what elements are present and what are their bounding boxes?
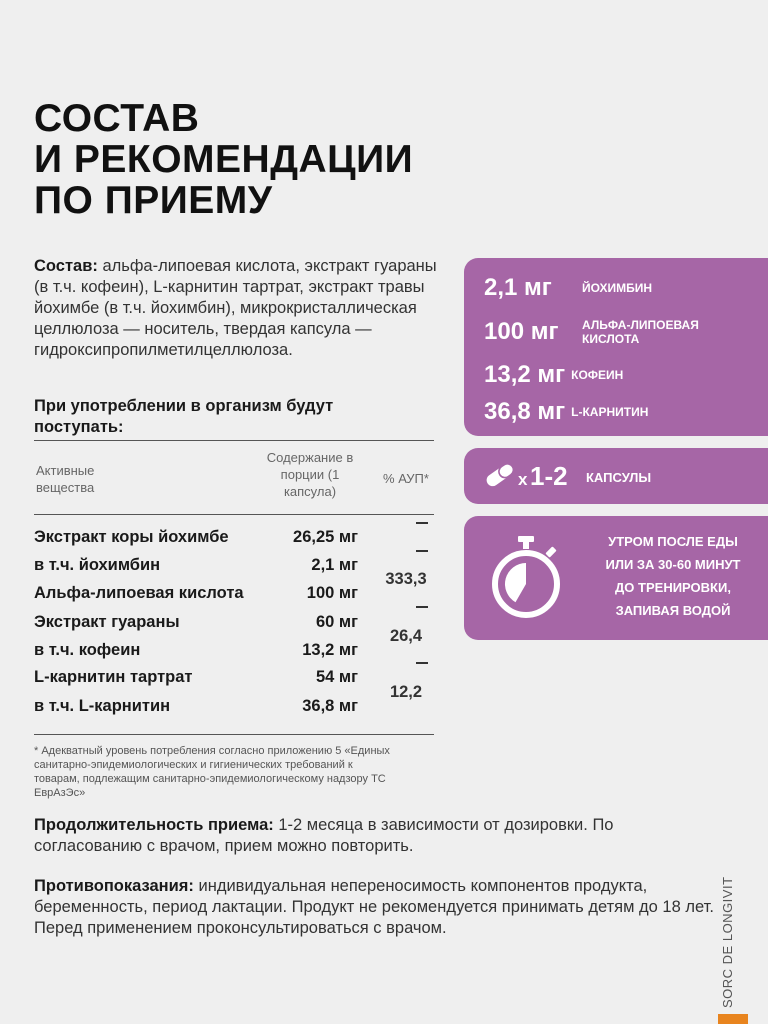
capsule-icon	[482, 460, 518, 490]
table-row-amount: 26,25 мг	[293, 528, 358, 546]
dose-label: L-КАРНИТИН	[571, 405, 649, 419]
title-line-1: СОСТАВ	[34, 97, 200, 140]
table-bottom-divider	[34, 734, 434, 735]
dose-label: АЛЬФА-ЛИПОЕВАЯ КИСЛОТА	[582, 318, 699, 346]
dash-mark	[416, 606, 428, 608]
dose-row	[484, 361, 623, 389]
aup-value: 26,4	[389, 627, 423, 645]
composition-text: альфа-липоевая кислота, экстракт гуараны (в т.ч. кофеин), L-карнитин тартрат, экстракт травы йохимбе (в т.ч. йохимбин), микрокристаллическая целлюлоза — носитель, твердая капсула — гидроксипропилметилцеллюлоза.	[34, 257, 437, 359]
dose-row	[484, 398, 648, 426]
duration-label: Продолжительность приема:	[34, 816, 274, 834]
contraindications-paragraph	[34, 876, 714, 939]
aup-value: 333,3	[385, 570, 427, 588]
stopwatch-icon	[490, 534, 562, 620]
table-row-amount: 36,8 мг	[302, 697, 358, 715]
dash-mark	[416, 522, 428, 524]
page-title	[34, 98, 413, 221]
timing-line: УТРОМ ПОСЛЕ ЕДЫ	[608, 534, 738, 549]
dose-value: 2,1 мг	[484, 274, 552, 301]
table-row-name: Экстракт коры йохимбе	[34, 528, 229, 546]
table-row-name: в т.ч. кофеин	[34, 641, 141, 659]
timing-text	[588, 530, 758, 622]
title-line-2: И РЕКОМЕНДАЦИИ	[34, 138, 414, 181]
dose-panel	[464, 258, 768, 436]
title-line-3: ПО ПРИЕМУ	[34, 179, 273, 222]
table-row-amount: 13,2 мг	[302, 641, 358, 659]
table-header-divider	[34, 514, 434, 515]
header-aup: % АУП*	[383, 471, 429, 486]
capsule-multiplier: x	[518, 470, 528, 489]
timing-panel	[464, 516, 768, 640]
accent-bar	[718, 1014, 748, 1024]
dose-label: КОФЕИН	[571, 368, 624, 382]
composition-label: Состав:	[34, 257, 98, 275]
table-row-name: L-карнитин тартрат	[34, 668, 193, 686]
dose-row	[484, 274, 652, 302]
dash-mark	[416, 550, 428, 552]
table-row-name: Экстракт гуараны	[34, 613, 180, 631]
dose-label: ЙОХИМБИН	[582, 281, 653, 295]
dose-value: 100 мг	[484, 318, 559, 345]
table-row-amount: 60 мг	[315, 613, 358, 631]
table-row-amount: 2,1 мг	[311, 556, 358, 574]
table-row-name: в т.ч. L-карнитин	[34, 697, 171, 715]
header-content: Содержание в порции (1 капсула)	[266, 450, 354, 499]
timing-line: ДО ТРЕНИРОВКИ,	[615, 580, 731, 595]
duration-text: 1-2 месяца в зависимости от дозировки. По согласованию с врачом, прием можно повторить.	[34, 816, 614, 855]
table-row-amount: 100 мг	[306, 584, 358, 602]
capsules-panel	[464, 448, 768, 504]
duration-paragraph	[34, 815, 714, 857]
contraindications-label: Противопоказания:	[34, 877, 194, 895]
header-active: Активные вещества	[36, 463, 95, 495]
dose-value: 36,8 мг	[484, 398, 566, 425]
dose-value: 13,2 мг	[484, 361, 566, 388]
table-row-name: в т.ч. йохимбин	[34, 556, 161, 574]
table-row-name: Альфа-липоевая кислота	[34, 584, 244, 602]
table-row-amount: 54 мг	[315, 668, 358, 686]
table-top-divider	[34, 440, 434, 441]
intake-title: При употреблении в организм будут поступать:	[34, 397, 334, 436]
timing-line: ЗАПИВАЯ ВОДОЙ	[615, 603, 731, 618]
dash-mark	[416, 662, 428, 664]
contraindications-text: индивидуальная непереносимость компонентов продукта, беременность, период лактации. Продукт не рекомендуется принимать детям до 18 лет. Перед применением проконсультироваться с врачом.	[34, 877, 714, 937]
composition-paragraph	[34, 256, 444, 361]
aup-value: 12,2	[389, 683, 423, 701]
timing-line: ИЛИ ЗА 30-60 МИНУТ	[605, 557, 741, 572]
capsule-count: 1-2	[530, 461, 568, 491]
dose-row	[484, 318, 732, 346]
brand-label: SORC DE LONGIVIT	[720, 876, 735, 1008]
capsule-label: КАПСУЛЫ	[586, 470, 652, 485]
footnote: * Адекватный уровень потребления согласно приложению 5 «Единых санитарно-эпидемиологических и гигиенических требований к товарам, подлежащим санитарно-эпидемиологическому надзору ТС ЕврАзЭс»	[34, 745, 390, 799]
